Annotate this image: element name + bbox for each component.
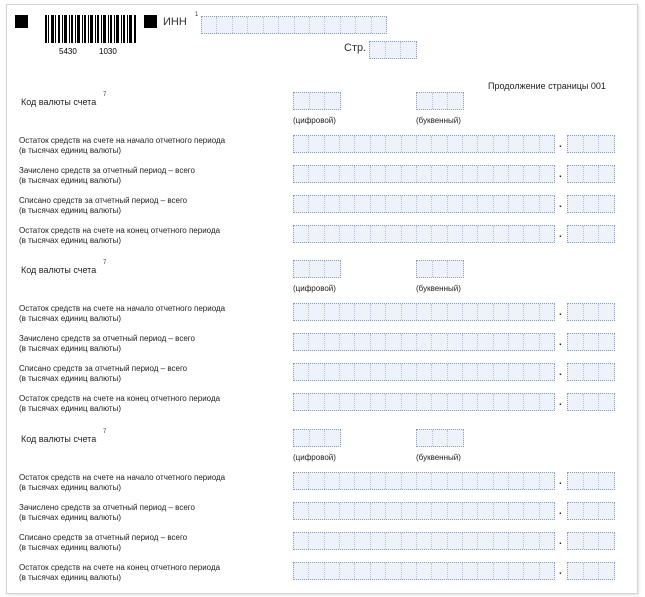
decimal-separator: . <box>559 139 562 150</box>
amount-row-label <box>19 394 289 414</box>
amount-integer-field[interactable] <box>293 363 555 381</box>
amount-fraction-field[interactable] <box>567 303 615 321</box>
row-label-line2: (в тысячах единиц валюты) <box>19 513 122 522</box>
decimal-separator: . <box>559 199 562 210</box>
amount-integer-field[interactable] <box>293 303 555 321</box>
amount-integer-field[interactable] <box>293 195 555 213</box>
currency-code-label: Код валюты счета <box>21 265 97 275</box>
row-label-line2: (в тысячах единиц валюты) <box>19 483 122 492</box>
decimal-separator: . <box>559 566 562 577</box>
row-label-line2: (в тысячах единиц валюты) <box>19 573 122 582</box>
alignment-marker-right <box>144 15 157 28</box>
digital-caption: (цифровой) <box>293 453 336 462</box>
inn-footnote: 1 <box>195 12 199 18</box>
barcode-bars <box>45 15 137 43</box>
amount-row-label <box>19 563 289 583</box>
decimal-separator: . <box>559 476 562 487</box>
amount-row-label <box>19 503 289 523</box>
amount-fraction-field[interactable] <box>567 333 615 351</box>
decimal-separator: . <box>559 229 562 240</box>
digital-caption: (цифровой) <box>293 284 336 293</box>
row-label-line1: Зачислено средств за отчетный период – всего <box>19 503 195 512</box>
amount-integer-field[interactable] <box>293 225 555 243</box>
letter-caption: (буквенный) <box>416 284 461 293</box>
amount-row-label <box>19 226 289 246</box>
amount-fraction-field[interactable] <box>567 195 615 213</box>
row-label-line2: (в тысячах единиц валюты) <box>19 146 122 155</box>
amount-integer-field[interactable] <box>293 333 555 351</box>
currency-code-digital-field[interactable] <box>293 92 341 110</box>
decimal-separator: . <box>559 397 562 408</box>
amount-fraction-field[interactable] <box>567 165 615 183</box>
digital-caption: (цифровой) <box>293 116 336 125</box>
amount-integer-field[interactable] <box>293 393 555 411</box>
amount-integer-field[interactable] <box>293 562 555 580</box>
currency-code-footnote: 7 <box>103 429 107 435</box>
row-label-line1: Зачислено средств за отчетный период – всего <box>19 334 195 343</box>
decimal-separator: . <box>559 307 562 318</box>
row-label-line2: (в тысячах единиц валюты) <box>19 176 122 185</box>
amount-integer-field[interactable] <box>293 532 555 550</box>
row-label-line2: (в тысячах единиц валюты) <box>19 344 122 353</box>
amount-fraction-field[interactable] <box>567 562 615 580</box>
currency-code-footnote: 7 <box>103 92 107 98</box>
row-label-line1: Остаток средств на счете на конец отчетного периода <box>19 563 221 572</box>
currency-code-letter-field[interactable] <box>416 429 464 447</box>
barcode-number-left: 5430 <box>59 47 77 56</box>
amount-fraction-field[interactable] <box>567 472 615 490</box>
row-label-line1: Остаток средств на счете на конец отчетного периода <box>19 394 221 403</box>
row-label-line2: (в тысячах единиц валюты) <box>19 543 122 552</box>
continuation-note: Продолжение страницы 001 <box>488 81 606 91</box>
barcode-number-right: 1030 <box>99 47 117 56</box>
amount-row-label <box>19 473 289 493</box>
amount-row-label <box>19 304 289 324</box>
inn-field[interactable] <box>201 16 387 34</box>
row-label-line1: Остаток средств на счете на конец отчетного периода <box>19 226 221 235</box>
page-number-field[interactable] <box>369 41 417 59</box>
row-label-line2: (в тысячах единиц валюты) <box>19 374 122 383</box>
currency-code-letter-field[interactable] <box>416 92 464 110</box>
amount-row-label <box>19 334 289 354</box>
amount-row-label <box>19 136 289 156</box>
decimal-separator: . <box>559 367 562 378</box>
barcode <box>45 15 137 56</box>
row-label-line2: (в тысячах единиц валюты) <box>19 236 122 245</box>
letter-caption: (буквенный) <box>416 116 461 125</box>
currency-code-label: Код валюты счета <box>21 97 97 107</box>
amount-integer-field[interactable] <box>293 472 555 490</box>
amount-fraction-field[interactable] <box>567 135 615 153</box>
page-label: Стр. <box>344 42 367 54</box>
row-label-line1: Зачислено средств за отчетный период – всего <box>19 166 195 175</box>
row-label-line1: Списано средств за отчетный период – всего <box>19 533 188 542</box>
decimal-separator: . <box>559 169 562 180</box>
currency-code-digital-field[interactable] <box>293 260 341 278</box>
amount-integer-field[interactable] <box>293 165 555 183</box>
currency-code-footnote: 7 <box>103 260 107 266</box>
amount-fraction-field[interactable] <box>567 502 615 520</box>
row-label-line1: Остаток средств на счете на начало отчетного периода <box>19 136 226 145</box>
currency-code-letter-field[interactable] <box>416 260 464 278</box>
alignment-marker-left <box>15 15 28 28</box>
amount-integer-field[interactable] <box>293 502 555 520</box>
amount-integer-field[interactable] <box>293 135 555 153</box>
row-label-line1: Списано средств за отчетный период – всего <box>19 196 188 205</box>
amount-row-label <box>19 364 289 384</box>
amount-fraction-field[interactable] <box>567 393 615 411</box>
row-label-line1: Списано средств за отчетный период – всего <box>19 364 188 373</box>
decimal-separator: . <box>559 506 562 517</box>
form-page <box>6 4 638 594</box>
decimal-separator: . <box>559 337 562 348</box>
row-label-line2: (в тысячах единиц валюты) <box>19 314 122 323</box>
row-label-line2: (в тысячах единиц валюты) <box>19 206 122 215</box>
inn-label: ИНН <box>163 16 187 28</box>
letter-caption: (буквенный) <box>416 453 461 462</box>
amount-row-label <box>19 196 289 216</box>
row-label-line1: Остаток средств на счете на начало отчетного периода <box>19 473 226 482</box>
decimal-separator: . <box>559 536 562 547</box>
amount-row-label <box>19 166 289 186</box>
amount-fraction-field[interactable] <box>567 363 615 381</box>
amount-fraction-field[interactable] <box>567 532 615 550</box>
currency-code-label: Код валюты счета <box>21 434 97 444</box>
amount-fraction-field[interactable] <box>567 225 615 243</box>
row-label-line1: Остаток средств на счете на начало отчетного периода <box>19 304 226 313</box>
amount-row-label <box>19 533 289 553</box>
row-label-line2: (в тысячах единиц валюты) <box>19 404 122 413</box>
currency-code-digital-field[interactable] <box>293 429 341 447</box>
